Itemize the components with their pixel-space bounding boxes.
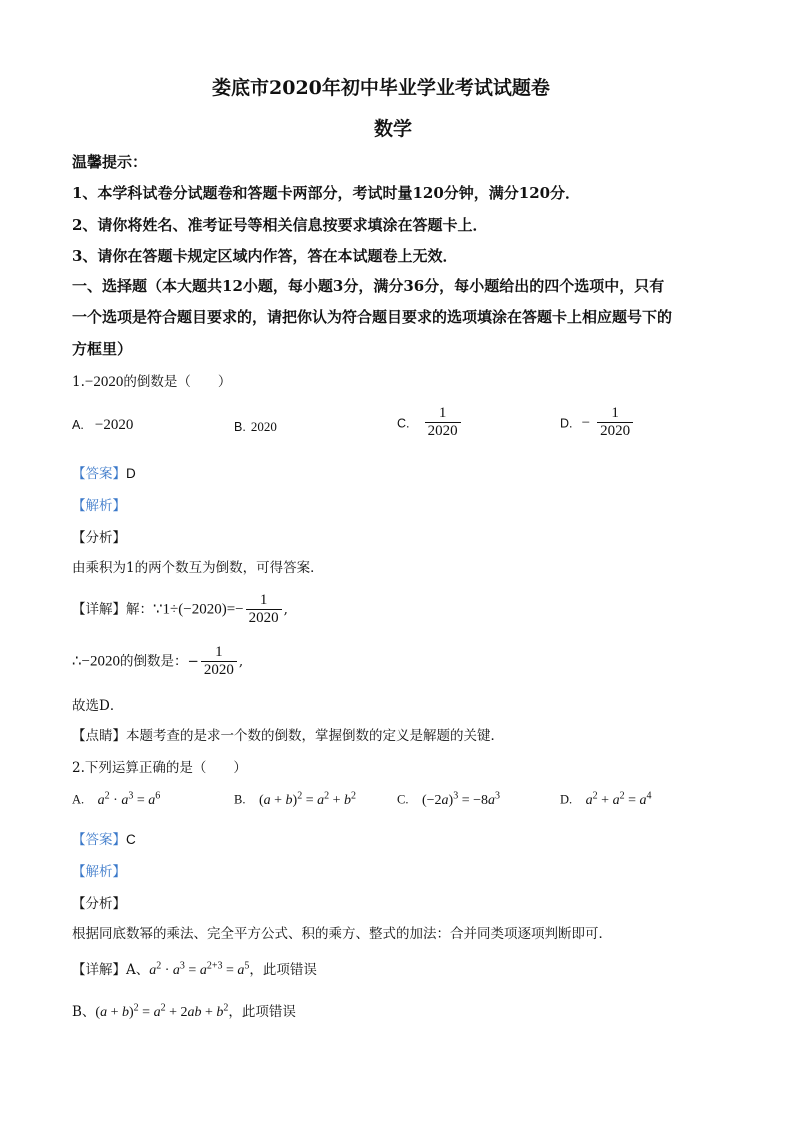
numerator: 1 bbox=[438, 405, 447, 421]
q1-therefore: ∴−2020的倒数是：− $\frac{1}{2020}$ , bbox=[72, 644, 244, 679]
q2-option-c: C. $(-2a)^3 = -8a^3$ bbox=[397, 790, 500, 808]
q1-comment bbox=[72, 724, 504, 744]
question-number: 1. bbox=[72, 374, 85, 390]
numerator: 1 bbox=[215, 644, 223, 660]
q2-option-d: D. $a^2 + a^2 = a^4$ bbox=[560, 790, 652, 808]
comment-tag: 【点睛】 bbox=[72, 728, 126, 744]
denominator: 2020 bbox=[246, 609, 282, 627]
denominator: 2020 bbox=[201, 661, 237, 679]
numerator: 1 bbox=[259, 592, 268, 608]
denominator: 2020 bbox=[597, 422, 633, 440]
option-label: A. bbox=[72, 418, 84, 432]
detail-tag: 【详解】解： bbox=[72, 601, 153, 618]
option-label: C. bbox=[397, 416, 410, 431]
detail-expression-b: $(a + b)^2 = a^2 + 2ab + b^2$ bbox=[95, 1002, 229, 1020]
option-label: B. bbox=[234, 792, 246, 807]
answer-tag: 【答案】 bbox=[72, 466, 126, 482]
detail-expression-a: $a^2 \cdot a^3 = a^{2+3} = a^5$ bbox=[149, 960, 250, 978]
fraction bbox=[597, 405, 633, 441]
answer-tag: 【答案】 bbox=[72, 832, 126, 848]
q1-option-b bbox=[234, 416, 277, 435]
detail-tail: ，此项错误 bbox=[249, 962, 317, 978]
option-label: D. bbox=[560, 792, 573, 807]
option-label: B. bbox=[234, 420, 246, 434]
q2-detail-a bbox=[72, 958, 317, 979]
q2-fenxi-text: 根据同底数幂的乘法、完全平方公式、积的乘方、整式的加法：合并同类项逐项判断即可． bbox=[72, 926, 612, 942]
detail-expression: ∵1÷(−2020)=− bbox=[153, 601, 244, 618]
fraction bbox=[246, 592, 282, 628]
q1-detail: 【详解】解：∵1÷(−2020)=− $\frac{1}{2020}$ , bbox=[72, 592, 288, 627]
fraction bbox=[425, 405, 461, 441]
comment-text: 本题考查的是求一个数的倒数，掌握倒数的定义是解题的关键． bbox=[126, 728, 504, 744]
therefore-text: 的倒数是：− bbox=[120, 653, 199, 670]
numerator: 1 bbox=[611, 405, 619, 421]
option-label: C. bbox=[397, 792, 409, 807]
option-value: −2020 bbox=[94, 417, 134, 433]
answer-value: C bbox=[126, 832, 136, 847]
notice-line-2: 2、请你将姓名、准考证号等相关信息按要求填涂在答题卡上． bbox=[72, 216, 488, 234]
detail-tag: 【详解】A、 bbox=[72, 962, 150, 978]
notice-heading: 温馨提示： bbox=[72, 153, 148, 171]
q2-option-b: B. $(a + b)^2 = a^2 + b^2$ bbox=[234, 790, 357, 808]
option-label: A. bbox=[72, 792, 85, 807]
section-heading-line-3: 方框里） bbox=[72, 340, 133, 358]
q1-answer bbox=[72, 462, 136, 482]
stem-text: 下列运算正确的是（ ） bbox=[84, 760, 247, 776]
option-value: 2020 bbox=[250, 419, 277, 434]
notice-line-1: 1、本学科试卷分试题卷和答题卡两部分，考试时量120分钟，满分120分． bbox=[72, 184, 581, 202]
q1-option-d bbox=[560, 405, 635, 441]
q1-option-a bbox=[72, 414, 133, 434]
q2-detail-b bbox=[72, 1000, 296, 1021]
q2-fenxi-tag: 【分析】 bbox=[72, 896, 126, 912]
q1-option-c bbox=[397, 405, 463, 441]
denominator: 2020 bbox=[425, 422, 461, 440]
stem-math: −2020 bbox=[84, 374, 124, 390]
page-title: 娄底市2020年初中毕业学业考试试题卷 bbox=[212, 77, 550, 99]
section-heading-line-2: 一个选项是符合题目要求的，请把你认为符合题目要求的选项填涂在答题卡上相应题号下的 bbox=[72, 308, 673, 326]
therefore-expression: ∴−2020 bbox=[72, 653, 121, 670]
section-heading-line-1: 一、选择题（本大题共12小题，每小题3分，满分36分，每小题给出的四个选项中，只有 bbox=[72, 277, 665, 295]
question-1-stem bbox=[72, 370, 231, 391]
q1-analysis-tag: 【解析】 bbox=[72, 498, 126, 514]
fraction bbox=[201, 644, 237, 680]
q2-analysis-tag: 【解析】 bbox=[72, 864, 126, 880]
q2-answer bbox=[72, 828, 136, 848]
answer-value: D bbox=[126, 466, 136, 481]
q1-fenxi-tag: 【分析】 bbox=[72, 530, 126, 546]
stem-text: 的倒数是（ ） bbox=[123, 374, 232, 390]
q1-choose: 故选D． bbox=[72, 698, 124, 714]
detail-label: B、 bbox=[72, 1004, 96, 1020]
question-number: 2. bbox=[72, 760, 85, 776]
subject-title: 数学 bbox=[374, 118, 413, 140]
question-2-stem bbox=[72, 756, 247, 776]
notice-line-3: 3、请你在答题卡规定区域内作答，答在本试题卷上无效． bbox=[72, 247, 458, 265]
detail-tail: ，此项错误 bbox=[228, 1004, 296, 1020]
minus-sign: − bbox=[581, 415, 591, 432]
option-label: D. bbox=[560, 416, 573, 431]
q2-option-a: A. $a^2 \cdot a^3 = a^6$ bbox=[72, 790, 161, 808]
q1-fenxi-text: 由乘积为1的两个数互为倒数，可得答案． bbox=[72, 560, 324, 576]
